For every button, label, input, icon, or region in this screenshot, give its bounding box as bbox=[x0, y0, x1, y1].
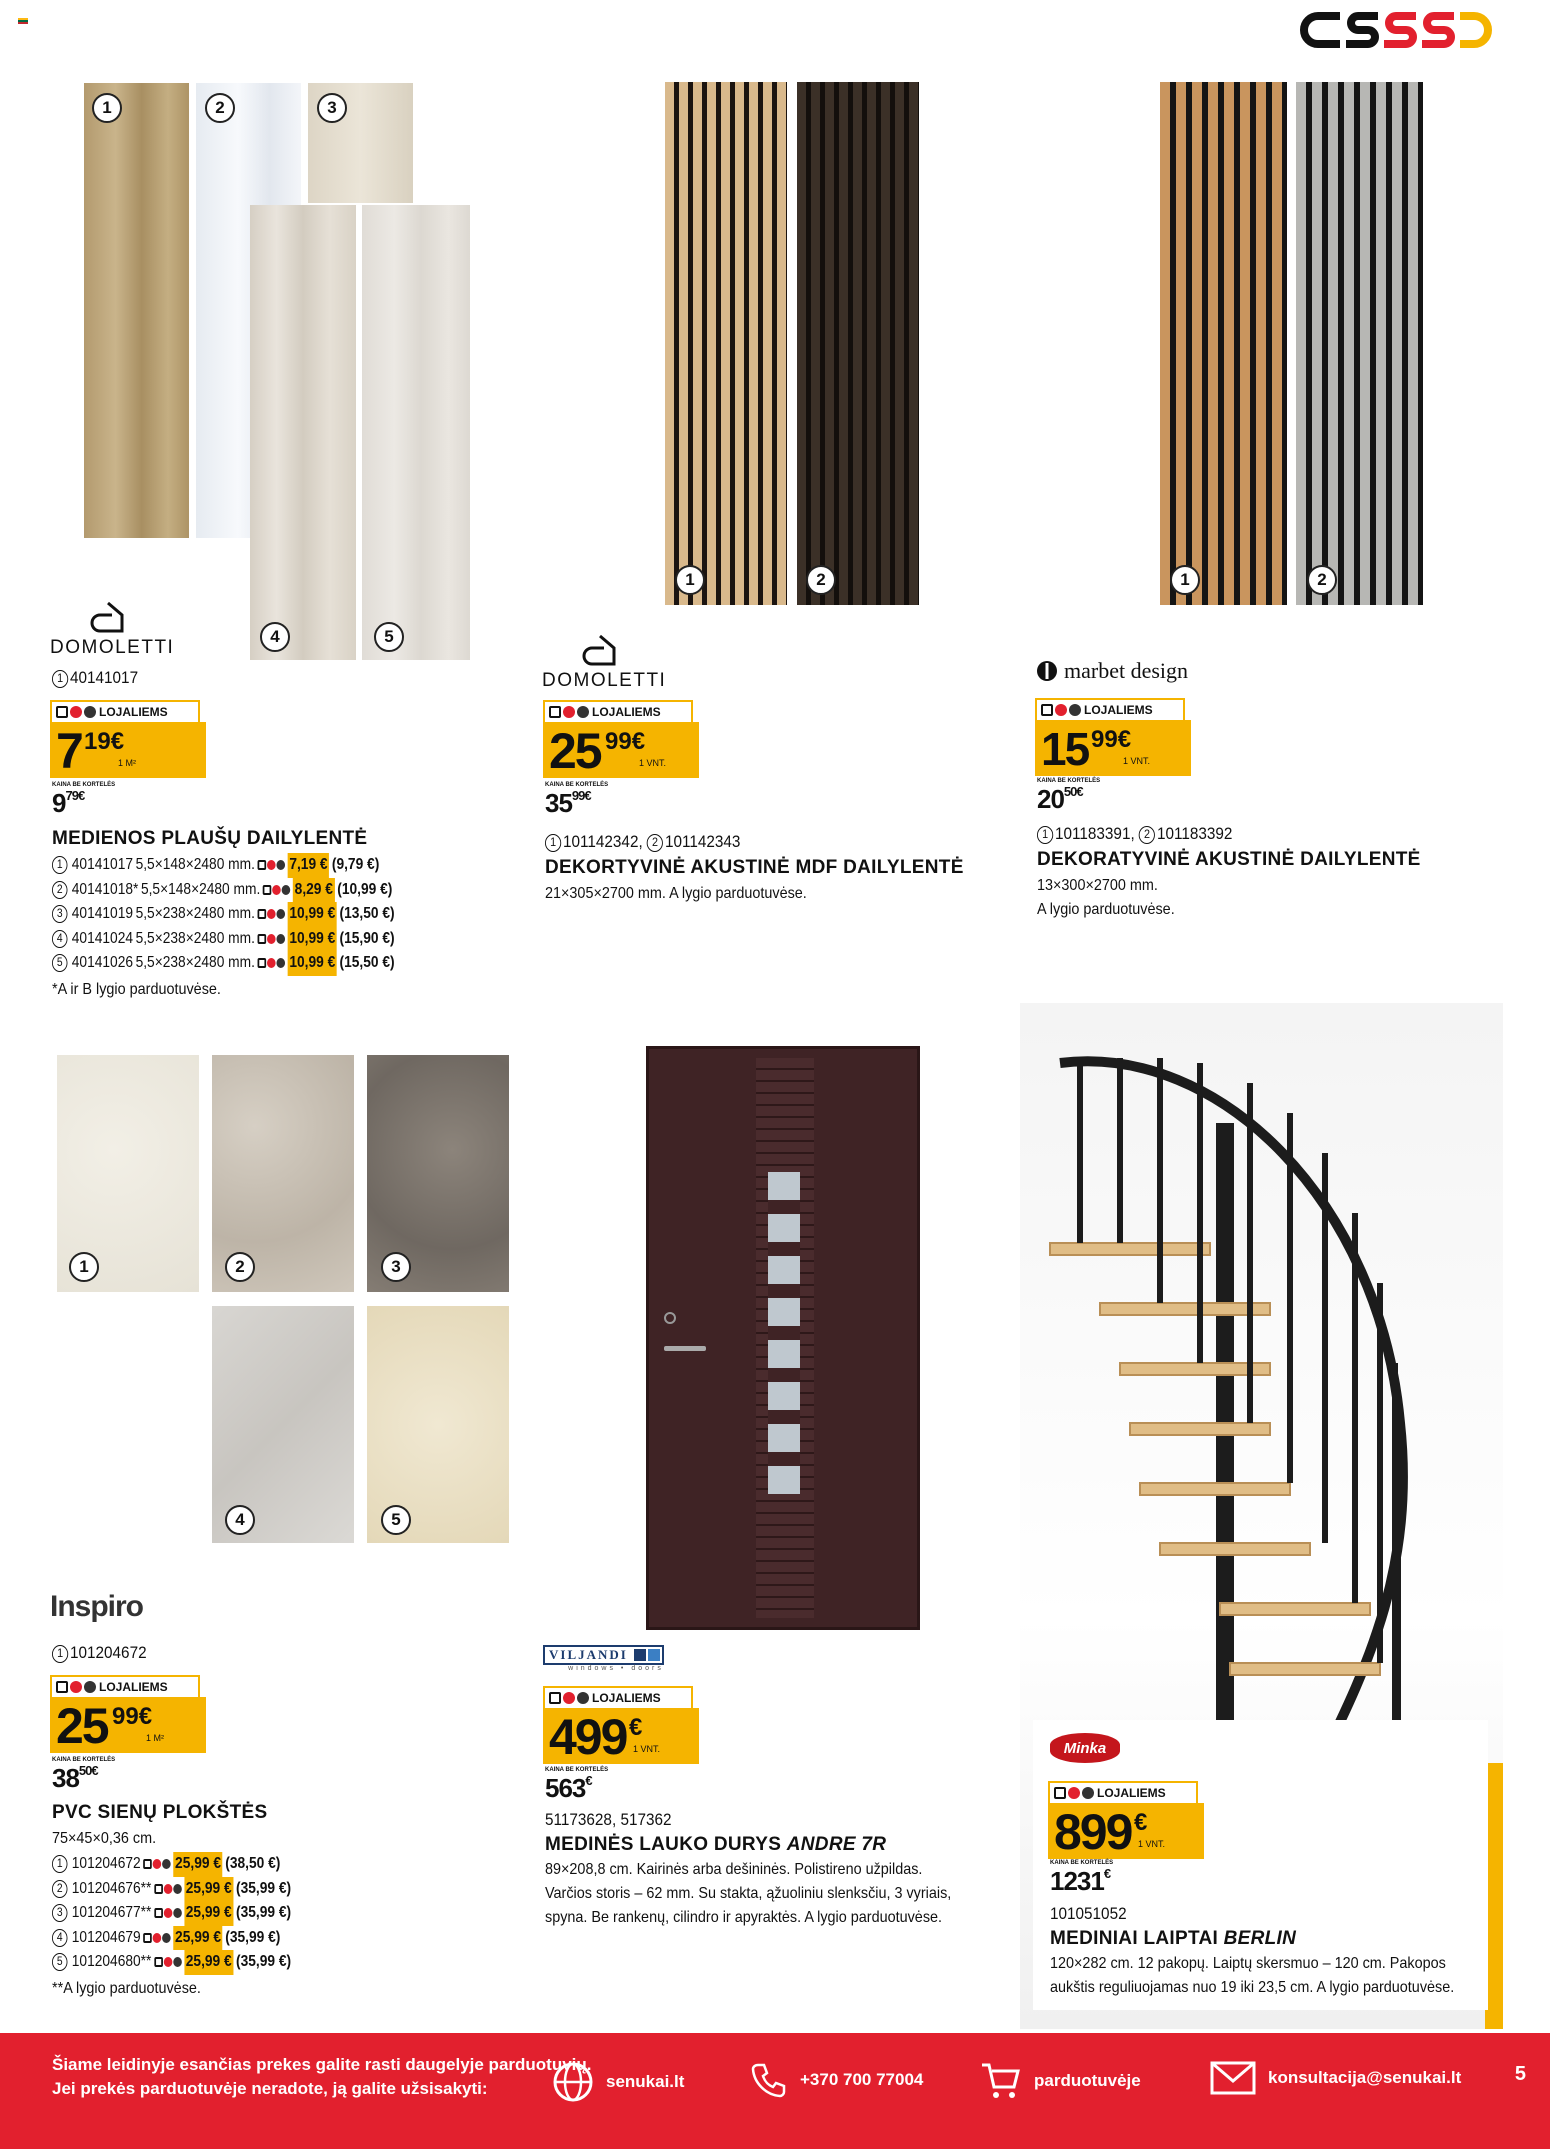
old-price: $35^{99€}$ bbox=[545, 788, 591, 818]
price-cents: 99€ bbox=[1091, 726, 1132, 753]
variant-price: 25,99 € bbox=[184, 1877, 233, 1902]
variant-row bbox=[52, 927, 395, 952]
brand-logo bbox=[50, 600, 174, 659]
product-note: *A ir B lygio parduotuvėse. bbox=[52, 981, 221, 998]
variant-row bbox=[52, 902, 395, 927]
store-label: parduotuvėje bbox=[1034, 2071, 1141, 2090]
variant-number: 1 bbox=[52, 1855, 67, 1873]
brand-name: Inspiro bbox=[50, 1590, 144, 1623]
variant-code: 40141024 bbox=[71, 929, 134, 947]
variant-size: 5,5×238×2480 mm. bbox=[135, 929, 255, 947]
variant-code: 101204672 bbox=[71, 1855, 141, 1872]
product-size: 75×45×0,36 cm. bbox=[52, 1830, 157, 1847]
acoustic-panel-image-2 bbox=[797, 82, 919, 605]
variant-price: 10,99 € bbox=[288, 902, 337, 927]
no-card-label: KAINA BE KORTELĖS bbox=[52, 1757, 116, 1763]
house-icon bbox=[582, 633, 618, 667]
no-card-label: KAINA BE KORTELĖS bbox=[52, 782, 116, 788]
product-description: 89×208,8 cm. Kairinės arba dešininės. Polistireno užpildas. Varčios storis – 62 mm. Su stakta, ąžuoliniu slenksčiu, 3 vyriais, spyna. Be rankenų, cilindro ir apyraktės. A lygio parduotuvėse. bbox=[545, 1861, 952, 1926]
product-title: DEKORATYVINĖ AKUSTINĖ DAILYLENTĖ bbox=[1037, 849, 1421, 870]
loyalty-icons bbox=[154, 1957, 182, 1967]
loyalty-badge bbox=[543, 700, 693, 722]
loyalty-icons bbox=[257, 958, 285, 968]
variant-price: 25,99 € bbox=[173, 1852, 222, 1877]
product-codes: 1 101183391, 2 101183392 bbox=[1037, 824, 1232, 844]
variant-old-price: (35,99 €) bbox=[225, 1928, 281, 1946]
price-unit: 1 VNT. bbox=[1138, 1839, 1166, 1849]
panel-number: 2 bbox=[1307, 565, 1337, 595]
price-cents: 99€ bbox=[605, 728, 646, 755]
variant-old-price: (9,79 €) bbox=[331, 856, 380, 873]
old-price: $9^{79€}$ bbox=[52, 788, 85, 818]
marbet-icon bbox=[1036, 660, 1058, 682]
price-unit: 1 VNT. bbox=[633, 1744, 661, 1754]
price-box bbox=[1035, 698, 1191, 776]
product-title: MEDINĖS LAUKO DURYS ANDRE 7R bbox=[545, 1834, 887, 1855]
price-main: 15 bbox=[1041, 723, 1089, 775]
acoustic-panel-image-1 bbox=[665, 82, 787, 605]
brand-logo: Minka bbox=[1050, 1733, 1120, 1763]
variant-price: 25,99 € bbox=[173, 1926, 222, 1951]
website-link[interactable] bbox=[552, 2061, 684, 2103]
variant-old-price: (13,50 €) bbox=[339, 905, 395, 922]
variant-code: 40141017 bbox=[71, 856, 134, 873]
variant-row bbox=[52, 853, 395, 878]
product-title: MEDINIAI LAIPTAI BERLIN bbox=[1050, 1928, 1297, 1949]
product-code: 101051052 bbox=[1050, 1904, 1127, 1923]
variant-size: 5,5×238×2480 mm. bbox=[135, 954, 255, 971]
product-description: 21×305×2700 mm. A lygio parduotuvėse. bbox=[545, 885, 807, 902]
price-box bbox=[1048, 1781, 1204, 1859]
variant-price: 10,99 € bbox=[288, 927, 337, 952]
price-main: 7 bbox=[56, 723, 82, 779]
price-main: 899 bbox=[1054, 1804, 1132, 1860]
variant-row bbox=[52, 878, 395, 903]
product-description: A lygio parduotuvėse. bbox=[1037, 901, 1175, 918]
store-link[interactable] bbox=[980, 2061, 1141, 2101]
product-description: 120×282 cm. 12 pakopų. Laiptų skersmuo – 120 cm. Pakopos aukštis reguliuojamas nuo 19 iki 23,5 cm. A lygio parduotuvėse. bbox=[1050, 1955, 1455, 1996]
loyalty-icons bbox=[257, 860, 285, 870]
price-main: 499 bbox=[549, 1709, 627, 1765]
variant-number: 5 bbox=[52, 954, 67, 972]
variant-code: 40141019 bbox=[71, 905, 134, 922]
loyalty-icons bbox=[143, 1933, 171, 1943]
card-icon bbox=[56, 706, 68, 718]
variant-size: 5,5×148×2480 mm. bbox=[140, 880, 261, 898]
variant-number: 1 bbox=[52, 670, 68, 688]
brand-logo bbox=[1036, 658, 1188, 684]
variant-list bbox=[52, 853, 395, 976]
globe-icon bbox=[552, 2061, 594, 2103]
price-main: 25 bbox=[56, 1698, 108, 1754]
loyalty-badge bbox=[1035, 698, 1185, 720]
variant-price: 25,99 € bbox=[184, 1901, 233, 1926]
variant-old-price: (38,50 €) bbox=[225, 1855, 281, 1872]
loyalty-badge bbox=[1048, 1781, 1198, 1803]
price-box bbox=[50, 1675, 206, 1753]
product-title: DEKORTYVINĖ AKUSTINĖ MDF DAILYLENTĖ bbox=[545, 857, 964, 878]
product-title: PVC SIENŲ PLOKŠTĖS bbox=[52, 1802, 268, 1823]
variant-number: 3 bbox=[52, 905, 67, 923]
panel-number: 3 bbox=[317, 93, 347, 123]
no-card-label: KAINA BE KORTELĖS bbox=[545, 782, 609, 788]
product-description: 13×300×2700 mm. bbox=[1037, 877, 1158, 894]
price-cents: 19€ bbox=[84, 728, 125, 755]
website-label: senukai.lt bbox=[606, 2072, 685, 2091]
loyalty-icons bbox=[263, 885, 291, 895]
country-flag bbox=[18, 18, 28, 25]
product-codes: 51173628, 517362 bbox=[545, 1810, 672, 1829]
panel-number: 5 bbox=[374, 622, 404, 652]
no-card-label: KAINA BE KORTELĖS bbox=[1037, 778, 1101, 784]
house-icon bbox=[90, 600, 126, 634]
variant-list bbox=[52, 1852, 291, 1975]
brand-logo: VILJANDI windows • doors bbox=[543, 1645, 664, 1672]
loyalty-label: LOJALIEMS bbox=[592, 705, 661, 719]
panel-number: 1 bbox=[1170, 565, 1200, 595]
email-link[interactable] bbox=[1210, 2061, 1461, 2095]
loyalty-badge bbox=[50, 700, 200, 722]
loyalty-label: LOJALIEMS bbox=[592, 1691, 661, 1705]
store-logo[interactable] bbox=[1298, 6, 1498, 54]
loyalty-icons bbox=[257, 934, 285, 944]
brand-name: DOMOLETTI bbox=[50, 637, 175, 658]
acoustic-panel-image-2 bbox=[1296, 82, 1423, 605]
variant-old-price: (15,90 €) bbox=[339, 929, 395, 947]
loyalty-label: LOJALIEMS bbox=[1084, 703, 1153, 717]
panel-image-4 bbox=[250, 205, 356, 660]
variant-code: 101204680** bbox=[71, 1953, 152, 1970]
variant-code: 101204677** bbox=[71, 1904, 152, 1921]
variant-row bbox=[52, 1901, 291, 1926]
variant-row bbox=[52, 1877, 291, 1902]
door-image bbox=[646, 1046, 920, 1630]
price-box bbox=[543, 700, 699, 778]
price-box bbox=[50, 700, 206, 778]
page-number: 5 bbox=[1514, 2063, 1526, 2085]
acoustic-panel-image-1 bbox=[1160, 82, 1287, 605]
no-card-label: KAINA BE KORTELĖS bbox=[1050, 1860, 1114, 1866]
phone-link[interactable] bbox=[750, 2061, 923, 2099]
product-code: 1 101204672 bbox=[52, 1643, 147, 1663]
variant-number: 4 bbox=[52, 930, 67, 948]
loyalty-label: LOJALIEMS bbox=[1097, 1786, 1166, 1800]
variant-row bbox=[52, 1852, 291, 1877]
price-unit: 1 VNT. bbox=[639, 758, 667, 768]
old-price: 563€ bbox=[545, 1773, 592, 1803]
variant-code: 101204676** bbox=[71, 1879, 152, 1897]
loyalty-label: LOJALIEMS bbox=[99, 1680, 168, 1694]
panel-number: 1 bbox=[69, 1252, 99, 1282]
variant-number: 4 bbox=[52, 1929, 67, 1947]
variant-old-price: (10,99 €) bbox=[337, 880, 393, 898]
loyalty-icons bbox=[154, 1884, 182, 1894]
loyalty-icons bbox=[154, 1908, 182, 1918]
panel-number: 2 bbox=[225, 1252, 255, 1282]
variant-size: 5,5×148×2480 mm. bbox=[135, 856, 255, 873]
loyalty-icons bbox=[143, 1859, 171, 1869]
variant-old-price: (35,99 €) bbox=[235, 1879, 292, 1897]
panel-number: 5 bbox=[381, 1505, 411, 1535]
code-text: 40141017 bbox=[70, 668, 139, 687]
app-icon bbox=[84, 706, 96, 718]
panel-number: 1 bbox=[92, 93, 122, 123]
panel-number: 3 bbox=[381, 1252, 411, 1282]
variant-code: 40141026 bbox=[71, 954, 134, 971]
price-cents: 99€ bbox=[112, 1703, 153, 1730]
variant-price: 8,29 € bbox=[293, 878, 335, 903]
footer-text: Šiame leidinyje esančias prekes galite rasti daugelyje parduotuvių. Jei prekės parduotuvėje neradote, ją galite užsisakyti: bbox=[52, 2055, 592, 2098]
brand-logo bbox=[542, 633, 666, 692]
old-price: $38^{50€}$ bbox=[52, 1763, 98, 1793]
phone-label: +370 700 77004 bbox=[800, 2070, 924, 2089]
no-card-label: KAINA BE KORTELĖS bbox=[545, 1767, 609, 1773]
product-codes: 1 101142342, 2 101142343 bbox=[545, 832, 740, 852]
variant-row bbox=[52, 1950, 291, 1975]
variant-price: 25,99 € bbox=[184, 1950, 233, 1975]
variant-code: 40141018* bbox=[71, 880, 139, 898]
variant-old-price: (35,99 €) bbox=[235, 1904, 292, 1921]
currency: € bbox=[1134, 1809, 1148, 1836]
senukai-icon bbox=[70, 706, 82, 718]
mail-icon bbox=[1210, 2061, 1256, 2095]
product-note: **A lygio parduotuvėse. bbox=[52, 1980, 201, 1997]
variant-price: 10,99 € bbox=[288, 951, 337, 976]
old-price: $20^{50€}$ bbox=[1037, 784, 1083, 814]
panel-image-5 bbox=[362, 205, 470, 660]
variant-size: 5,5×238×2480 mm. bbox=[135, 905, 255, 922]
price-unit: 1 M² bbox=[146, 1733, 164, 1743]
variant-number: 2 bbox=[52, 1880, 67, 1898]
variant-code: 101204679 bbox=[71, 1928, 141, 1946]
variant-old-price: (15,50 €) bbox=[339, 954, 395, 971]
variant-row bbox=[52, 1926, 291, 1951]
loyalty-badge bbox=[50, 1675, 200, 1697]
product-title: MEDIENOS PLAUŠŲ DAILYLENTĖ bbox=[52, 828, 368, 849]
brand-name: marbet design bbox=[1064, 658, 1189, 683]
variant-number: 1 bbox=[52, 856, 67, 874]
currency: € bbox=[629, 1714, 643, 1741]
variant-old-price: (35,99 €) bbox=[235, 1953, 292, 1970]
footer-bar bbox=[0, 2033, 1550, 2149]
email-label: konsultacija@senukai.lt bbox=[1268, 2068, 1462, 2087]
loyalty-badge bbox=[543, 1686, 693, 1708]
price-unit: 1 VNT. bbox=[1123, 756, 1151, 766]
panel-number: 2 bbox=[806, 565, 836, 595]
price-unit: 1 M² bbox=[118, 758, 136, 768]
panel-number: 1 bbox=[675, 565, 705, 595]
variant-row bbox=[52, 951, 395, 976]
loyalty-icons bbox=[257, 909, 285, 919]
brand-name: DOMOLETTI bbox=[542, 670, 667, 691]
panel-number: 4 bbox=[260, 622, 290, 652]
variant-number: 3 bbox=[52, 1904, 67, 1922]
panel-number: 2 bbox=[205, 93, 235, 123]
price-main: 25 bbox=[549, 723, 601, 779]
cart-icon bbox=[980, 2061, 1022, 2101]
variant-number: 5 bbox=[52, 1953, 67, 1971]
variant-number: 2 bbox=[52, 881, 67, 899]
loyalty-label: LOJALIEMS bbox=[99, 705, 168, 719]
variant-price: 7,19 € bbox=[288, 853, 330, 878]
price-box bbox=[543, 1686, 699, 1764]
product-code bbox=[52, 668, 138, 688]
panel-image-1 bbox=[84, 83, 189, 538]
old-price: 1231€ bbox=[1050, 1866, 1111, 1896]
phone-icon bbox=[750, 2061, 788, 2099]
panel-number: 4 bbox=[225, 1505, 255, 1535]
